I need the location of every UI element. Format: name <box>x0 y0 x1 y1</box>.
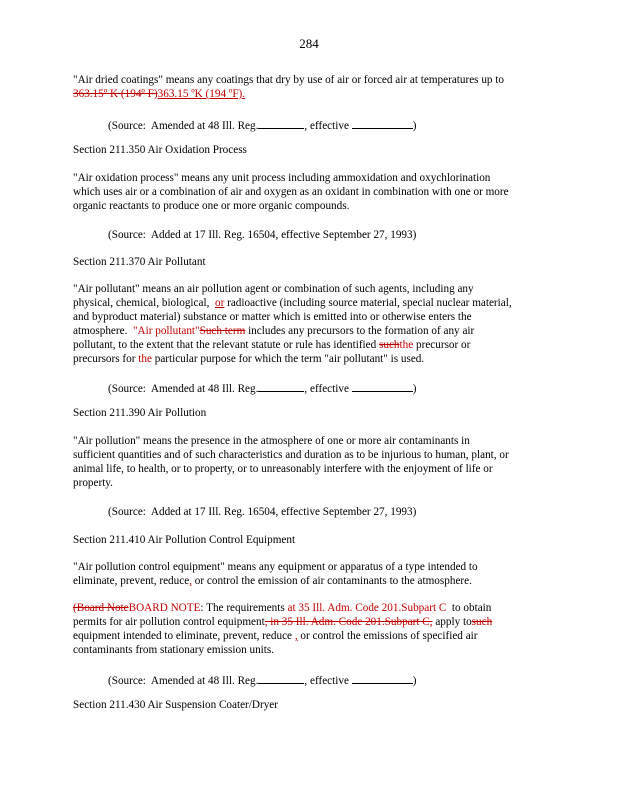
air-oxidation-process-definition: "Air oxidation process" means any unit process including ammoxidation and oxychlorination which uses air or a combination of air and oxygen as an oxidant in combination with one or more organic reactants to produce one or more organic compounds. <box>73 172 509 212</box>
section-heading-211-370: Section 211.370 Air Pollutant <box>73 256 206 268</box>
air-pollution-control-equipment-definition: "Air pollution control equipment" means any equipment or apparatus of a type intended to eliminate, prevent, reduce, or control the emission of air contaminants to the atmosphere. <box>73 561 478 587</box>
source-note: (Source: Amended at 48 Ill. Reg. , effective ) <box>108 672 416 688</box>
inserted-text: 363.15 ºK (194 ºF) <box>157 88 243 100</box>
source-note: (Source: Amended at 48 Ill. Reg. , effective ) <box>108 380 416 396</box>
section-heading-211-410: Section 211.410 Air Pollution Control Equipment <box>73 534 296 546</box>
source-note: (Source: Added at 17 Ill. Reg. 16504, effective September 27, 1993) <box>108 229 417 241</box>
air-dried-coatings-definition: "Air dried coatings" means any coatings that dry by use of air or forced air at temperatures up to 363.15º K (194º F)363.15 ºK (194 ºF). <box>73 74 505 100</box>
air-pollutant-definition: "Air pollutant" means an air pollution agent or combination of such agents, including any physical, chemical, biological, or radioactive (including source material, special nuclear material, and byproduct material) substance or matter which is emitted into or otherwise enters the atmosphere. "Air pollutant"Such term includes any precursors to the formation of any air pollutant, to the extent that the relevant statute or rule has identified suchthe precursor or precursors for the particular purpose for which the term "air pollutant" is used. <box>73 283 512 365</box>
source-note: (Source: Amended at 48 Ill. Reg. , effective ) <box>108 117 416 133</box>
source-note: (Source: Added at 17 Ill. Reg. 16504, effective September 27, 1993) <box>108 506 417 518</box>
air-pollution-definition: "Air pollution" means the presence in the atmosphere of one or more air contaminants in sufficient quantities and of such characteristics and duration as to be injurious to human, plant, or animal life, to health, or to property, or to unreasonably interfere with the enjoyment of life or property. <box>73 435 509 489</box>
section-heading-211-390: Section 211.390 Air Pollution <box>73 407 207 419</box>
page-number: 284 <box>299 36 319 51</box>
section-heading-211-430: Section 211.430 Air Suspension Coater/Dryer <box>73 699 278 711</box>
board-note: (Board NoteBOARD NOTE: The requirements at 35 Ill. Adm. Code 201.Subpart C to obtain permits for air pollution control equipment, in 35 Ill. Adm. Code 201.Subpart C, apply tosuch equipment intended to eliminate, prevent, reduce , or control the emissions of specified air contaminants from stationary emission units. <box>73 602 493 656</box>
deleted-text: 363.15º K (194º F) <box>73 88 158 100</box>
section-heading-211-350: Section 211.350 Air Oxidation Process <box>73 144 247 156</box>
